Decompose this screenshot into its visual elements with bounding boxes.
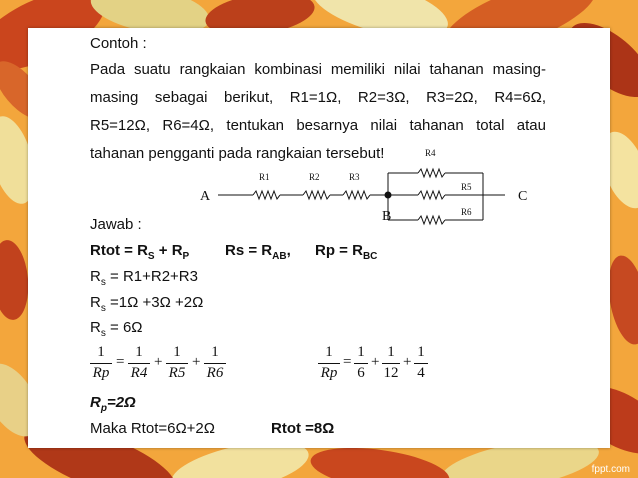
rs-line-2: $R_s =1\Omega +3\Omega +2\Omega$ [90,294,204,314]
node-a-label: A [200,189,211,204]
node-c-label: C [518,189,528,204]
problem-line-1: Pada suatu rangkaian kombinasi memiliki nilai tahanan masing- [90,61,546,78]
r1-label: R1 [259,172,270,182]
final-result: Rtot =8Ω [271,420,335,437]
node-b-label: B [382,209,392,224]
r3-label: R3 [349,172,360,182]
rp-result: $R_p=2\Omega$ [90,394,136,414]
problem-line-2: masing sebagai berikut, R1=1Ω, R2=3Ω, R3=2Ω, R4=6Ω, [90,89,546,106]
fraction-equation-general: 1 Rp = 1 R4 + 1 R5 + 1 R6 [90,344,270,386]
answer-label: Jawab : [90,216,142,233]
r6-label: R6 [461,207,472,217]
r5-label: R5 [461,182,472,192]
r2-label: R2 [309,172,320,182]
r4-label: R4 [425,148,436,158]
final-line: Maka Rtot=6Ω+2Ω [90,420,215,437]
slide-card [28,28,610,448]
rs-line-1: $R_s = R1+R2+R3$ [90,268,198,288]
watermark: fppt.com [591,464,630,475]
eq-rtot: Rtot = $R_S + R_P$ [90,242,190,262]
problem-line-3: R5=12Ω, R6=4Ω, tentukan besarnya nilai tahanan total atau [90,117,546,134]
rs-line-3: $R_s = 6\Omega$ [90,319,143,339]
eq-rs: $Rs = R_{AB}$, [225,242,291,262]
eq-rp: $Rp = R_{BC}$ [315,242,378,262]
heading: Contoh : [90,35,147,52]
problem-line-4: tahanan pengganti pada rangkaian tersebut! [90,145,385,162]
fraction-equation-values: 1 Rp = 1 6 + 1 12 + 1 4 [318,344,458,386]
